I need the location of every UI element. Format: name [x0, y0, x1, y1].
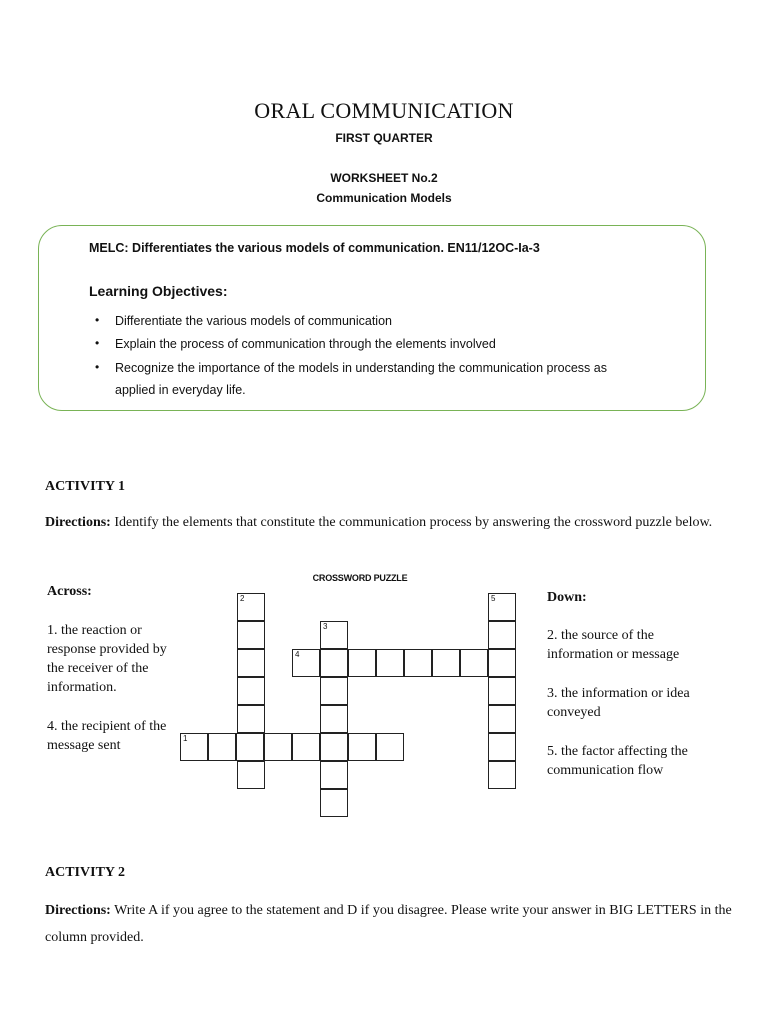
crossword-cell[interactable] — [237, 621, 265, 649]
crossword-cell[interactable] — [320, 677, 348, 705]
across-clue-1: 1. the reaction or response provided by the receiver of the information. — [47, 623, 167, 695]
crossword-cell[interactable] — [237, 761, 265, 789]
down-clue-3: 3. the information or idea conveyed — [547, 686, 690, 720]
down-clue-5: 5. the factor affecting the communication flow — [547, 744, 688, 778]
crossword-cell[interactable] — [237, 677, 265, 705]
quarter-label: FIRST QUARTER — [335, 131, 433, 145]
objective-item — [95, 336, 496, 351]
objective-text: Differentiate the various models of communication — [115, 314, 392, 328]
objective-item — [95, 360, 607, 375]
activity-2-title: ACTIVITY 2 — [45, 865, 125, 880]
melc-box — [38, 225, 706, 411]
learning-objectives-heading: Learning Objectives: — [89, 283, 228, 299]
bullet-icon: • — [95, 336, 100, 350]
activity-2-directions — [45, 897, 735, 951]
crossword-cell[interactable] — [236, 733, 264, 761]
crossword-cell[interactable] — [488, 649, 516, 677]
bullet-icon: • — [95, 360, 100, 374]
crossword-cell[interactable] — [488, 593, 516, 621]
crossword-cell[interactable] — [488, 677, 516, 705]
crossword-cell[interactable] — [208, 733, 236, 761]
directions-label: Directions: — [45, 903, 111, 918]
across-clue-4: 4. the recipient of the message sent — [47, 719, 167, 753]
worksheet-number: WORKSHEET No.2 — [330, 171, 438, 185]
crossword-cell[interactable] — [488, 705, 516, 733]
bullet-icon: • — [95, 313, 100, 327]
crossword-cell[interactable] — [264, 733, 292, 761]
crossword-clue-number: 3 — [323, 622, 328, 631]
melc-statement: MELC: Differentiates the various models of communication. EN11/12OC-Ia-3 — [89, 241, 540, 255]
objective-item — [95, 313, 392, 328]
directions-text: Write A if you agree to the statement and D if you disagree. Please write your answer in BIG LETTERS in the column provided. — [45, 903, 732, 945]
crossword-cell[interactable] — [292, 733, 320, 761]
directions-label: Directions: — [45, 515, 111, 530]
activity-1-directions — [45, 509, 735, 536]
crossword-cell[interactable] — [292, 649, 320, 677]
crossword-cell[interactable] — [348, 649, 376, 677]
crossword-cell[interactable] — [348, 733, 376, 761]
across-heading: Across: — [47, 584, 92, 599]
crossword-cell[interactable] — [460, 649, 488, 677]
crossword-cell[interactable] — [237, 593, 265, 621]
crossword-cell[interactable] — [320, 621, 348, 649]
crossword-clue-number: 4 — [295, 650, 300, 659]
crossword-cell[interactable] — [237, 649, 265, 677]
down-clue-2: 2. the source of the information or message — [547, 628, 680, 662]
document-title: ORAL COMMUNICATION — [254, 98, 514, 123]
crossword-cell[interactable] — [432, 649, 460, 677]
crossword-clue-number: 2 — [240, 594, 245, 603]
worksheet-topic: Communication Models — [316, 191, 452, 205]
crossword-clue-number: 5 — [491, 594, 496, 603]
crossword-cell[interactable] — [320, 789, 348, 817]
objective-continuation: applied in everyday life. — [115, 383, 246, 397]
down-heading: Down: — [547, 590, 587, 605]
crossword-cell[interactable] — [320, 705, 348, 733]
crossword-cell[interactable] — [488, 621, 516, 649]
directions-text: Identify the elements that constitute the communication process by answering the crossword puzzle below. — [114, 515, 713, 530]
crossword-title: CROSSWORD PUZZLE — [312, 573, 408, 583]
crossword-cell[interactable] — [320, 733, 348, 761]
crossword-cell[interactable] — [488, 733, 516, 761]
crossword-cell[interactable] — [376, 649, 404, 677]
activity-1-title: ACTIVITY 1 — [45, 479, 125, 494]
crossword-cell[interactable] — [320, 649, 348, 677]
crossword-cell[interactable] — [320, 761, 348, 789]
crossword-cell[interactable] — [237, 705, 265, 733]
crossword-clue-number: 1 — [183, 734, 188, 743]
crossword-cell[interactable] — [180, 733, 208, 761]
crossword-cell[interactable] — [488, 761, 516, 789]
objective-text: Recognize the importance of the models in understanding the communication process as — [115, 361, 607, 375]
crossword-cell[interactable] — [404, 649, 432, 677]
objective-text: Explain the process of communication through the elements involved — [115, 337, 496, 351]
crossword-cell[interactable] — [376, 733, 404, 761]
